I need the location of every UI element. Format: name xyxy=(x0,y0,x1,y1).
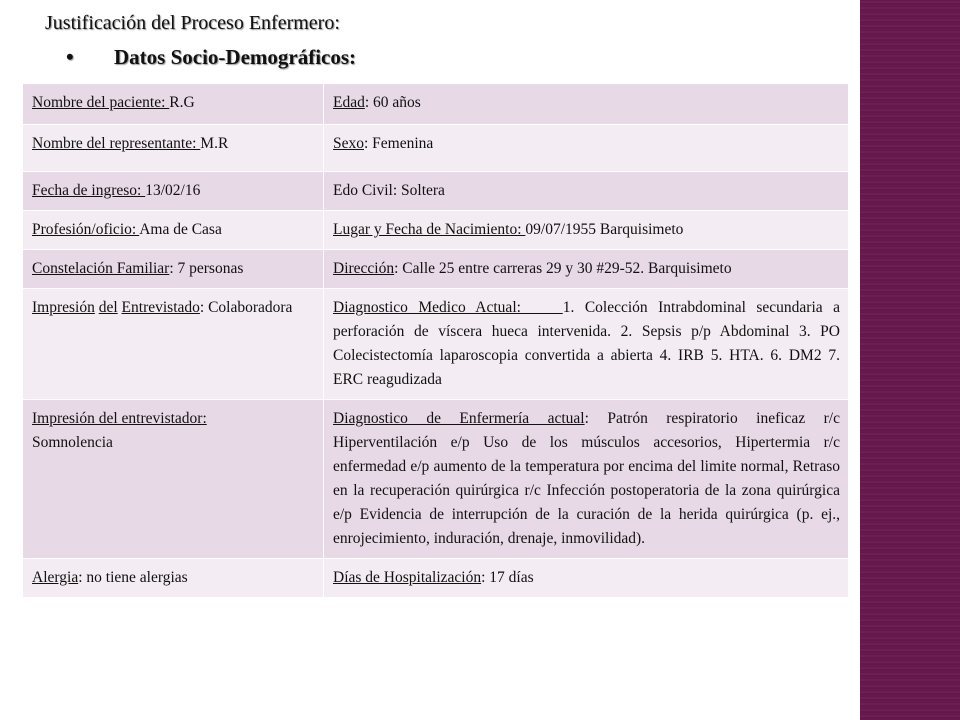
decorative-side-band xyxy=(860,0,960,720)
patient-data-table xyxy=(22,83,849,598)
field-label: Diagnostico de Enfermería actual xyxy=(333,410,585,427)
field-value: : Femenina xyxy=(364,135,434,152)
field-value: Somnolencia xyxy=(32,434,113,451)
address-cell xyxy=(324,250,849,289)
bullet-icon: • xyxy=(66,44,74,69)
page-title: Justificación del Proceso Enfermero: xyxy=(45,12,340,34)
table-row xyxy=(23,125,849,172)
field-label: Entrevistado xyxy=(121,299,200,316)
table-row xyxy=(23,172,849,211)
birth-cell xyxy=(324,211,849,250)
field-label: Impresión del entrevistador: xyxy=(32,410,207,427)
patient-name-cell xyxy=(23,84,324,125)
field-value: M.R xyxy=(200,135,229,152)
field-label: Diagnostico Medico Actual: xyxy=(333,299,563,316)
field-label: Edad xyxy=(333,94,365,111)
field-value: Ama de Casa xyxy=(139,221,222,238)
field-label: Dirección xyxy=(333,260,395,277)
table-row xyxy=(23,400,849,559)
field-value: Edo Civil: Soltera xyxy=(333,182,445,199)
field-value: 1. Colección Intrabdominal secundaria a perforación de víscera hueca intervenida. 2. Sepsis p/p Abdominal 3. PO Colecistectomía laparoscopia convertida a abierta 4. IRB 5. HTA. 6. DM2 7. ERC reagudizada xyxy=(333,299,840,388)
field-value: : Patrón respiratorio ineficaz r/c Hiperventilación e/p Uso de los músculos accesorios, Hipertermia r/c enfermedad e/p aumento de la temperatura por encima del limite normal, Retraso en la recuperación quirúrgica r/c Infección postoperatoria de la zona quirúrgica e/p Evidencia de interrupción de la curación de la herida quirúrgica (p. ej., enrojecimiento, induración, drenaje, inmovilidad). xyxy=(333,410,840,547)
field-value: : no tiene alergias xyxy=(78,569,188,586)
age-cell xyxy=(324,84,849,125)
interviewer-impression-cell xyxy=(23,400,324,559)
field-label: Impresión xyxy=(32,299,95,316)
field-label: Sexo xyxy=(333,135,364,152)
field-label: Nombre del paciente: xyxy=(32,94,170,111)
occupation-cell xyxy=(23,211,324,250)
nursing-diagnosis-cell xyxy=(324,400,849,559)
table-row xyxy=(23,84,849,125)
field-label: Alergia xyxy=(32,569,79,586)
field-value: : Colaboradora xyxy=(199,299,293,316)
table-row xyxy=(23,559,849,598)
field-value: : 60 años xyxy=(364,94,421,111)
representative-cell xyxy=(23,125,324,172)
field-label: del xyxy=(98,299,118,316)
field-label: Lugar y Fecha de Nacimiento: xyxy=(333,221,526,238)
admission-date-cell xyxy=(23,172,324,211)
field-value: 13/02/16 xyxy=(145,182,201,199)
field-value: : 17 días xyxy=(481,569,534,586)
civil-status-cell xyxy=(324,172,849,211)
medical-diagnosis-cell xyxy=(324,289,849,400)
table-row xyxy=(23,250,849,289)
field-label: Constelación Familiar xyxy=(32,260,170,277)
field-label: Días de Hospitalización xyxy=(333,569,482,586)
field-value: R.G xyxy=(169,94,195,111)
sex-cell xyxy=(324,125,849,172)
field-label: Profesión/oficio: xyxy=(32,221,140,238)
table-row xyxy=(23,211,849,250)
field-value: 09/07/1955 Barquisimeto xyxy=(525,221,684,238)
family-cell xyxy=(23,250,324,289)
field-value: : Calle 25 entre carreras 29 y 30 #29-52. Barquisimeto xyxy=(394,260,732,277)
allergy-cell xyxy=(23,559,324,598)
section-subtitle xyxy=(66,44,356,70)
section-subtitle-text: Datos Socio-Demográficos: xyxy=(114,44,357,69)
field-label: Nombre del representante: xyxy=(32,135,201,152)
interviewee-impression-cell xyxy=(23,289,324,400)
field-label: Fecha de ingreso: xyxy=(32,182,146,199)
field-value: : 7 personas xyxy=(169,260,244,277)
hospital-days-cell xyxy=(324,559,849,598)
table-row xyxy=(23,289,849,400)
